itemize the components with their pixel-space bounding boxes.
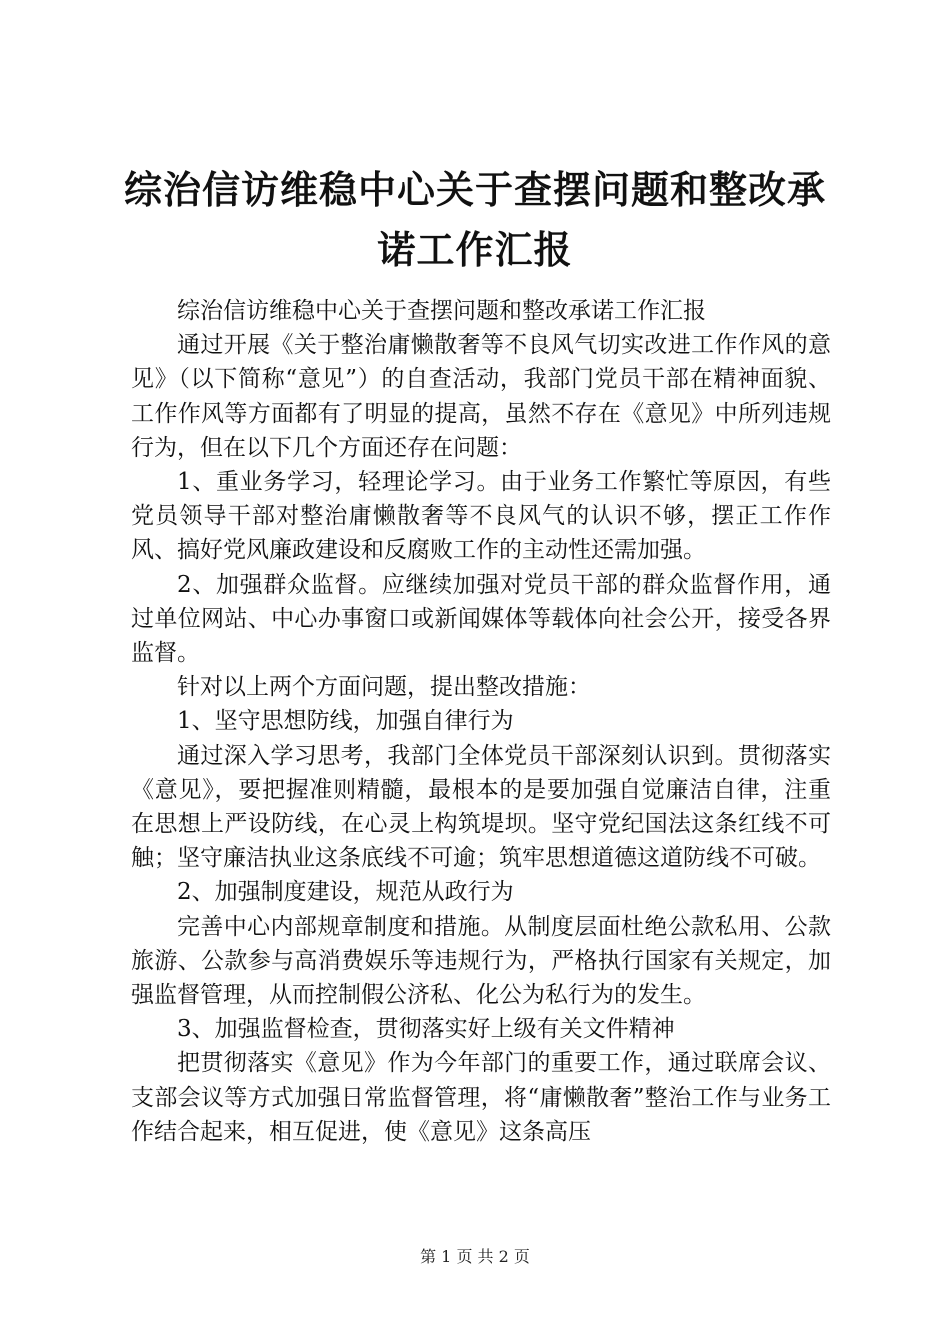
paragraph-intro: 通过开展《关于整治庸懒散奢等不良风气切实改进工作作风的意见》（以下简称“意见”）的自查活动，我部门党员干部在精神面貌、工作作风等方面都有了明显的提高，虽然不存在《意见》中所列违规行为，但在以下几个方面还存在问题： <box>131 332 831 461</box>
document-body <box>131 294 831 1149</box>
paragraph-measure-1: 通过深入学习思考，我部门全体党员干部深刻认识到。贯彻落实《意见》，要把握准则精髓，最根本的是要加强自觉廉洁自律，注重在思想上严设防线，在心灵上构筑堤坝。坚守党纪国法这条红线不可触；坚守廉洁执业这条底线不可逾；筑牢思想道德这道防线不可破。 <box>131 742 831 872</box>
page-number-footer: 第 1 页 共 2 页 <box>420 1247 530 1266</box>
paragraph-subtitle: 综治信访维稳中心关于查摆问题和整改承诺工作汇报 <box>177 298 706 324</box>
heading-measure-3: 3、加强监督检查，贯彻落实好上级有关文件精神 <box>177 1016 675 1043</box>
paragraph-problem-1: 1、重业务学习，轻理论学习。由于业务工作繁忙等原因，有些党员领导干部对整治庸懒散奢等不良风气的认识不够，摆正工作作风、搞好党风廉政建设和反腐败工作的主动性还需加强。 <box>131 469 831 564</box>
paragraph-measure-2: 完善中心内部规章制度和措施。从制度层面杜绝公款私用、公款旅游、公款参与高消费娱乐等违规行为，严格执行国家有关规定，加强监督管理，从而控制假公济私、化公为私行为的发生。 <box>131 913 831 1009</box>
document-title: 综治信访维稳中心关于查摆问题和整改承诺工作汇报 <box>123 168 826 272</box>
paragraph-measures-intro: 针对以上两个方面问题，提出整改措施： <box>177 674 591 701</box>
heading-measure-1: 1、坚守思想防线，加强自律行为 <box>177 708 514 735</box>
heading-measure-2: 2、加强制度建设，规范从政行为 <box>177 879 514 906</box>
paragraph-problem-2: 2、加强群众监督。应继续加强对党员干部的群众监督作用，通过单位网站、中心办事窗口或新闻媒体等载体向社会公开，接受各界监督。 <box>131 571 831 667</box>
paragraph-measure-3: 把贯彻落实《意见》作为今年部门的重要工作，通过联席会议、支部会议等方式加强日常监督管理，将“庸懒散奢”整治工作与业务工作结合起来，相互促进，使《意见》这条高压 <box>131 1050 831 1145</box>
